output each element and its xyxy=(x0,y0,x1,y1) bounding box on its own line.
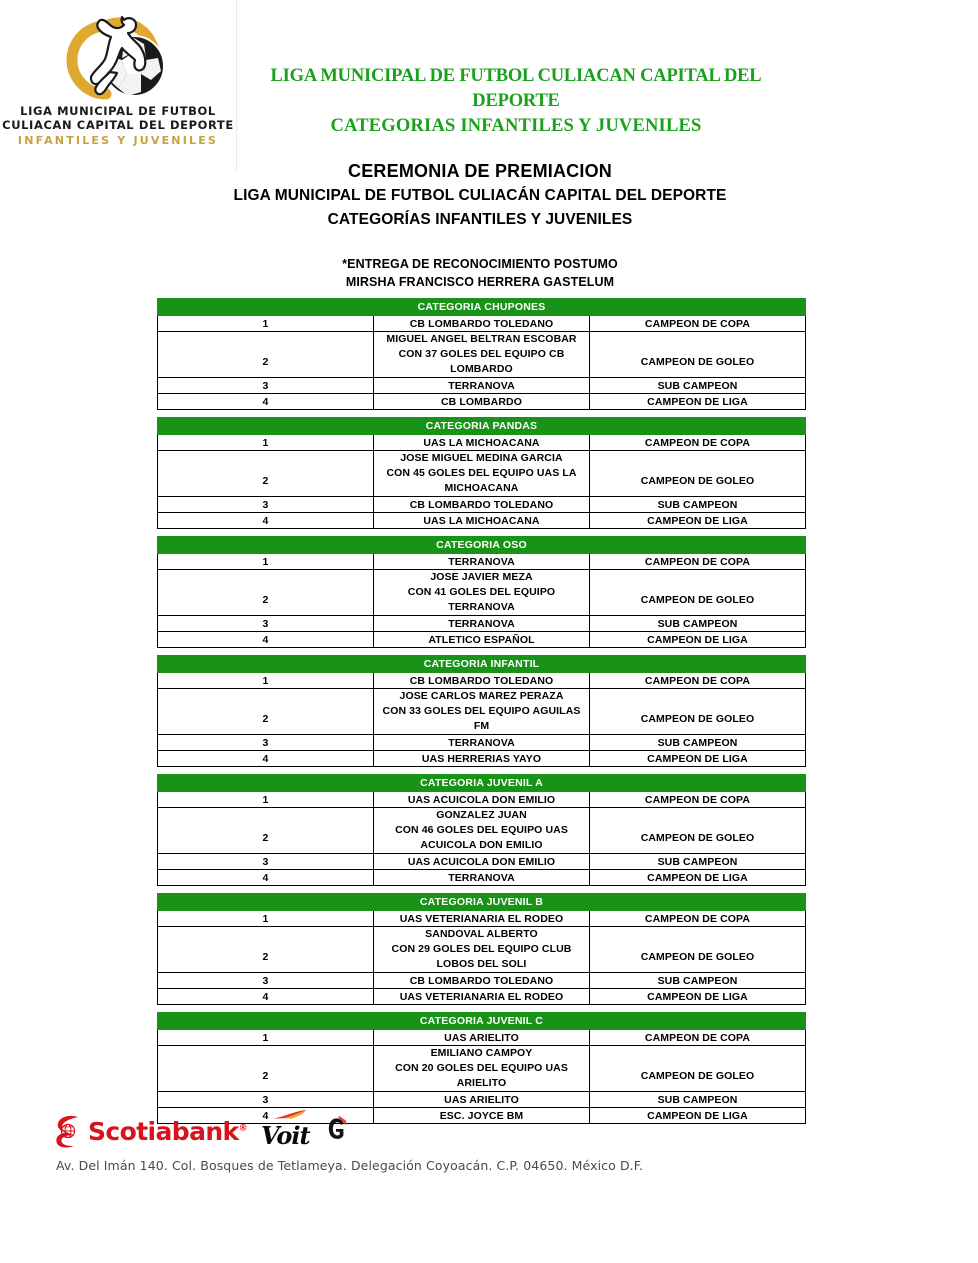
category-table xyxy=(157,774,806,886)
row-award: CAMPEON DE LIGA xyxy=(590,394,806,410)
category-table xyxy=(157,298,806,410)
row-award: CAMPEON DE COPA xyxy=(590,316,806,332)
document-green-title xyxy=(236,64,796,139)
row-number-text: 2 xyxy=(262,712,269,725)
table-row xyxy=(158,854,806,870)
row-number: 1 xyxy=(158,554,374,570)
category-header-row xyxy=(158,1013,806,1030)
row-award: SUB CAMPEON xyxy=(590,973,806,989)
row-recipient xyxy=(374,689,590,735)
row-award: SUB CAMPEON xyxy=(590,616,806,632)
row-number-text: 2 xyxy=(262,950,269,963)
row-recipient: TERRANOVA xyxy=(374,378,590,394)
row-recipient: UAS VETERIANARIA EL RODEO xyxy=(374,911,590,927)
row-award xyxy=(590,451,806,497)
row-recipient: UAS ACUICOLA DON EMILIO xyxy=(374,792,590,808)
award-text: CAMPEON DE GOLEO xyxy=(640,950,755,963)
league-logo-wordmark xyxy=(0,104,236,148)
table-row xyxy=(158,927,806,973)
table-row xyxy=(158,735,806,751)
row-recipient: ESC. JOYCE BM xyxy=(374,1108,590,1124)
row-recipient: CB LOMBARDO TOLEDANO xyxy=(374,673,590,689)
category-header-row xyxy=(158,894,806,911)
row-award: SUB CAMPEON xyxy=(590,378,806,394)
category-title: CATEGORIA JUVENIL A xyxy=(158,775,806,792)
category-title: CATEGORIA JUVENIL B xyxy=(158,894,806,911)
row-recipient xyxy=(374,332,590,378)
row-number-text: 2 xyxy=(262,593,269,606)
recipient-detail: CON 37 GOLES DEL EQUIPO CB LOMBARDO xyxy=(398,348,565,375)
row-award: SUB CAMPEON xyxy=(590,854,806,870)
row-recipient: UAS ARIELITO xyxy=(374,1092,590,1108)
row-recipient: UAS LA MICHOACANA xyxy=(374,435,590,451)
row-number xyxy=(158,689,374,735)
row-recipient: TERRANOVA xyxy=(374,554,590,570)
row-award xyxy=(590,808,806,854)
row-recipient xyxy=(374,451,590,497)
page-title xyxy=(155,158,805,232)
table-row xyxy=(158,1030,806,1046)
table-row xyxy=(158,808,806,854)
table-row xyxy=(158,316,806,332)
row-number: 3 xyxy=(158,854,374,870)
table-row xyxy=(158,1046,806,1092)
row-number: 3 xyxy=(158,973,374,989)
table-row xyxy=(158,378,806,394)
row-number xyxy=(158,1046,374,1092)
row-number xyxy=(158,332,374,378)
table-row xyxy=(158,973,806,989)
category-header-row xyxy=(158,775,806,792)
award-text: CAMPEON DE GOLEO xyxy=(640,355,755,368)
category-title: CATEGORIA INFANTIL xyxy=(158,656,806,673)
table-row xyxy=(158,989,806,1005)
recipient-name: MIGUEL ANGEL BELTRAN ESCOBAR xyxy=(386,333,577,345)
row-number: 4 xyxy=(158,394,374,410)
row-number: 3 xyxy=(158,378,374,394)
table-row xyxy=(158,751,806,767)
row-number: 3 xyxy=(158,1092,374,1108)
row-number: 3 xyxy=(158,616,374,632)
table-row xyxy=(158,570,806,616)
row-number: 1 xyxy=(158,792,374,808)
logo-line-1: LIGA MUNICIPAL DE FUTBOL xyxy=(20,104,216,118)
table-row xyxy=(158,435,806,451)
row-recipient xyxy=(374,927,590,973)
row-number-text: 2 xyxy=(262,474,269,487)
row-award xyxy=(590,689,806,735)
row-number: 1 xyxy=(158,911,374,927)
table-row xyxy=(158,632,806,648)
row-recipient: UAS VETERIANARIA EL RODEO xyxy=(374,989,590,1005)
scotiabank-wordmark: Scotiabank® xyxy=(88,1116,247,1146)
category-table xyxy=(157,655,806,767)
row-recipient xyxy=(374,1046,590,1092)
recipient-detail: CON 45 GOLES DEL EQUIPO UAS LA MICHOACANA xyxy=(386,467,577,494)
recipient-detail: CON 33 GOLES DEL EQUIPO AGUILAS FM xyxy=(382,705,581,732)
row-number-text: 2 xyxy=(262,1069,269,1082)
recipient-name: GONZALEZ JUAN xyxy=(436,809,527,821)
heading-line-1: CEREMONIA DE PREMIACION xyxy=(348,161,612,181)
category-header-row xyxy=(158,299,806,316)
recipient-detail: CON 20 GOLES DEL EQUIPO UAS ARIELITO xyxy=(395,1062,568,1089)
row-number: 4 xyxy=(158,513,374,529)
row-award: SUB CAMPEON xyxy=(590,735,806,751)
recipient-name: JOSE CARLOS MAREZ PERAZA xyxy=(399,690,564,702)
row-recipient: UAS ACUICOLA DON EMILIO xyxy=(374,854,590,870)
award-text: CAMPEON DE GOLEO xyxy=(640,831,755,844)
row-recipient: TERRANOVA xyxy=(374,870,590,886)
posthumous-recognition-note xyxy=(155,255,805,291)
sponsor-logos xyxy=(54,1108,348,1154)
row-award xyxy=(590,1046,806,1092)
voit-wordmark: Voit xyxy=(261,1120,310,1150)
row-award: CAMPEON DE LIGA xyxy=(590,513,806,529)
row-number: 1 xyxy=(158,673,374,689)
row-number: 1 xyxy=(158,1030,374,1046)
category-title: CATEGORIA OSO xyxy=(158,537,806,554)
row-award xyxy=(590,570,806,616)
recipient-detail: CON 41 GOLES DEL EQUIPO TERRANOVA xyxy=(407,586,556,613)
award-text: CAMPEON DE GOLEO xyxy=(640,712,755,725)
table-row xyxy=(158,870,806,886)
table-row xyxy=(158,792,806,808)
row-award: CAMPEON DE COPA xyxy=(590,554,806,570)
table-row xyxy=(158,513,806,529)
footer-address: Av. Del Imán 140. Col. Bosques de Tetlameya. Delegación Coyoacán. C.P. 04650. México D.F. xyxy=(56,1158,644,1173)
recipient-name: JOSE JAVIER MEZA xyxy=(430,571,533,583)
row-number: 4 xyxy=(158,632,374,648)
row-number: 1 xyxy=(158,316,374,332)
category-tables xyxy=(157,298,806,1131)
row-award xyxy=(590,927,806,973)
logo-line-3: INFANTILES Y JUVENILES xyxy=(17,134,219,147)
category-table xyxy=(157,893,806,1005)
row-award: CAMPEON DE COPA xyxy=(590,792,806,808)
row-number: 4 xyxy=(158,989,374,1005)
row-award: SUB CAMPEON xyxy=(590,497,806,513)
table-row xyxy=(158,554,806,570)
recipient-name: EMILIANO CAMPOY xyxy=(430,1047,533,1059)
table-row xyxy=(158,689,806,735)
category-table xyxy=(157,536,806,648)
gatorade-logo-icon xyxy=(324,1115,348,1148)
row-number: 1 xyxy=(158,435,374,451)
row-award: CAMPEON DE LIGA xyxy=(590,989,806,1005)
row-award: CAMPEON DE COPA xyxy=(590,673,806,689)
row-recipient xyxy=(374,808,590,854)
row-recipient: UAS ARIELITO xyxy=(374,1030,590,1046)
row-number: 4 xyxy=(158,751,374,767)
row-recipient: TERRANOVA xyxy=(374,616,590,632)
posthumous-line-2: MIRSHA FRANCISCO HERRERA GASTELUM xyxy=(345,275,615,289)
row-number-text: 2 xyxy=(262,355,269,368)
league-logo-panel xyxy=(0,0,237,172)
table-row xyxy=(158,332,806,378)
green-title-line-2: CATEGORIAS INFANTILES Y JUVENILES xyxy=(330,116,702,136)
row-recipient: ATLETICO ESPAÑOL xyxy=(374,632,590,648)
row-number xyxy=(158,927,374,973)
row-number-text: 2 xyxy=(262,831,269,844)
soccer-player-ball-logo-icon xyxy=(62,14,184,106)
table-row xyxy=(158,1092,806,1108)
row-number: 4 xyxy=(158,1108,374,1124)
row-number xyxy=(158,808,374,854)
table-row xyxy=(158,451,806,497)
row-award: CAMPEON DE COPA xyxy=(590,1030,806,1046)
award-text: CAMPEON DE GOLEO xyxy=(640,1069,755,1082)
row-award: CAMPEON DE COPA xyxy=(590,911,806,927)
row-recipient: CB LOMBARDO TOLEDANO xyxy=(374,316,590,332)
row-recipient: CB LOMBARDO xyxy=(374,394,590,410)
row-award: CAMPEON DE LIGA xyxy=(590,632,806,648)
recipient-detail: CON 29 GOLES DEL EQUIPO CLUB LOBOS DEL SOLI xyxy=(391,943,572,970)
table-row xyxy=(158,497,806,513)
category-title: CATEGORIA JUVENIL C xyxy=(158,1013,806,1030)
row-award: CAMPEON DE LIGA xyxy=(590,751,806,767)
green-title-line-1: LIGA MUNICIPAL DE FUTBOL CULIACAN CAPITAL DEL DEPORTE xyxy=(270,66,762,111)
scotiabank-logo-icon xyxy=(54,1114,247,1148)
row-number: 3 xyxy=(158,735,374,751)
logo-line-2: CULIACAN CAPITAL DEL DEPORTE xyxy=(2,118,234,132)
voit-logo-icon xyxy=(261,1113,310,1150)
recipient-name: SANDOVAL ALBERTO xyxy=(425,928,538,940)
posthumous-line-1: *ENTREGA DE RECONOCIMIENTO POSTUMO xyxy=(342,257,618,271)
category-header-row xyxy=(158,418,806,435)
row-award: CAMPEON DE LIGA xyxy=(590,1108,806,1124)
category-title: CATEGORIA PANDAS xyxy=(158,418,806,435)
table-row xyxy=(158,673,806,689)
row-award: CAMPEON DE COPA xyxy=(590,435,806,451)
table-row xyxy=(158,911,806,927)
row-recipient: CB LOMBARDO TOLEDANO xyxy=(374,497,590,513)
recipient-name: JOSE MIGUEL MEDINA GARCIA xyxy=(400,452,563,464)
row-number: 4 xyxy=(158,870,374,886)
row-number: 3 xyxy=(158,497,374,513)
row-recipient xyxy=(374,570,590,616)
row-recipient: TERRANOVA xyxy=(374,735,590,751)
category-header-row xyxy=(158,656,806,673)
row-number xyxy=(158,570,374,616)
category-title: CATEGORIA CHUPONES xyxy=(158,299,806,316)
award-text: CAMPEON DE GOLEO xyxy=(640,474,755,487)
category-header-row xyxy=(158,537,806,554)
table-row xyxy=(158,616,806,632)
row-recipient: UAS HERRERIAS YAYO xyxy=(374,751,590,767)
row-award: SUB CAMPEON xyxy=(590,1092,806,1108)
recipient-detail: CON 46 GOLES DEL EQUIPO UAS ACUICOLA DON EMILIO xyxy=(395,824,568,851)
row-recipient: UAS LA MICHOACANA xyxy=(374,513,590,529)
row-award: CAMPEON DE LIGA xyxy=(590,870,806,886)
award-text: CAMPEON DE GOLEO xyxy=(640,593,755,606)
row-award xyxy=(590,332,806,378)
table-row xyxy=(158,394,806,410)
heading-line-3: CATEGORÍAS INFANTILES Y JUVENILES xyxy=(327,211,633,228)
row-number xyxy=(158,451,374,497)
category-table xyxy=(157,417,806,529)
row-recipient: CB LOMBARDO TOLEDANO xyxy=(374,973,590,989)
heading-line-2: LIGA MUNICIPAL DE FUTBOL CULIACÁN CAPITAL DEL DEPORTE xyxy=(233,187,727,204)
